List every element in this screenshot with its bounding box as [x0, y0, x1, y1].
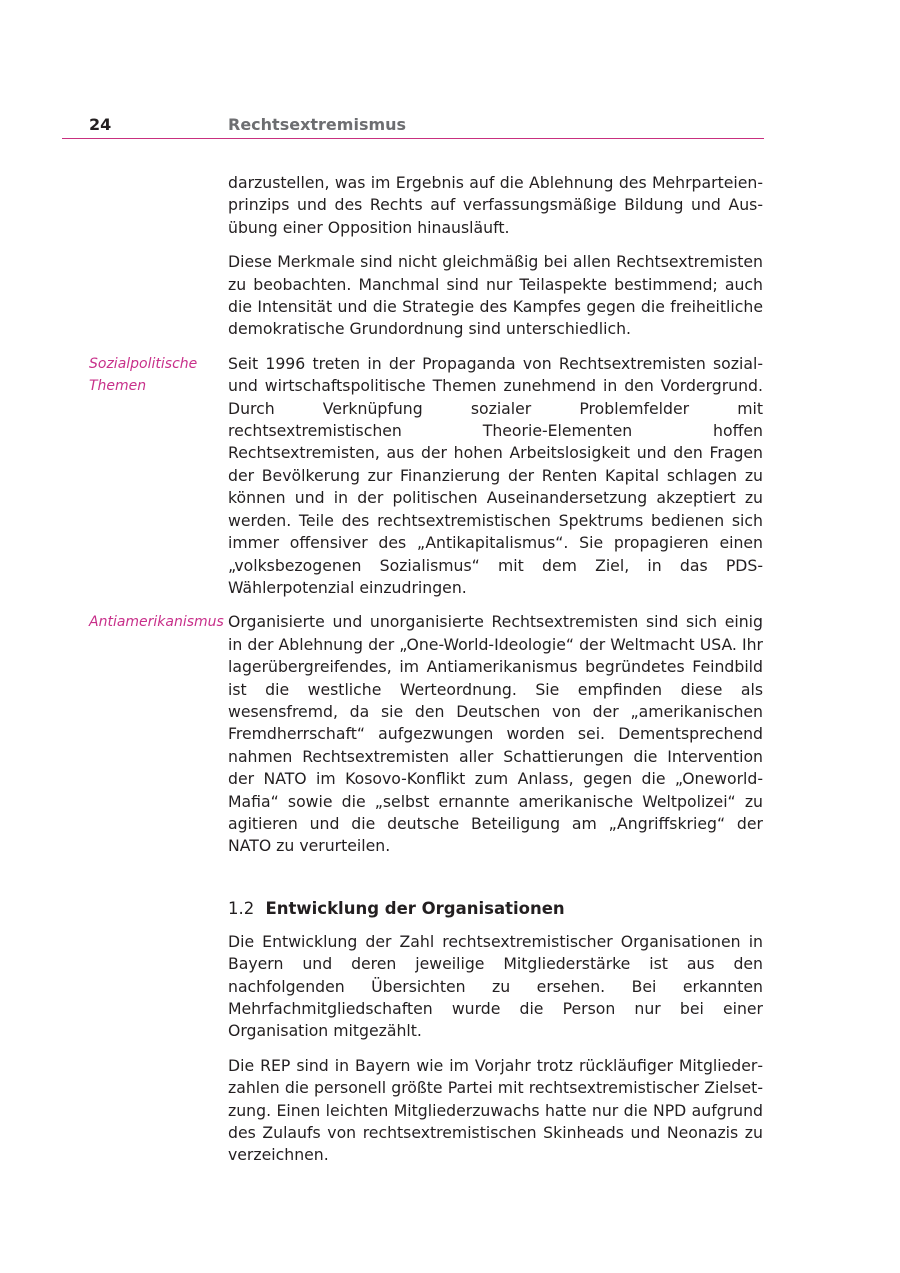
margin-note: Antiamerikanismus [89, 614, 224, 631]
page-header [62, 112, 764, 139]
section-title: Entwicklung der Organisationen [265, 898, 565, 918]
running-title: Rechtsextremismus [228, 115, 407, 134]
body-text [89, 172, 763, 1179]
section-number: 1.2 [228, 898, 255, 918]
paragraph: darzustellen, was im Ergebnis auf die Ablehnung des Mehrparteienprinzips und des Rechts auf verfassungsmäßige Bildung und Ausübung einer Opposition hinausläuft. [228, 173, 763, 237]
section-heading [228, 898, 763, 920]
margin-note: Sozialpolitische Themen [89, 355, 198, 395]
paragraph-with-margin-note [89, 611, 763, 857]
paragraph-text: Seit 1996 treten in der Propaganda von Rechtsextremisten sozial- und wirtschaftspolitische Themen zunehmend in den Vordergrund. Durch Verknüpfung sozialer Problemfelder mit rechtsextremistischen Theorie-Elementen hoffen Rechtsextremisten, aus der hohen Arbeitslosigkeit und den Fragen der Bevölkerung zur Finanzierung der Renten Kapital schlagen zu können und in der politischen Auseinandersetzung akzeptiert zu werden. Teile des rechtsextremistischen Spektrums bedienen sich immer offensiver des „Antikapitalismus“. Sie propagieren einen „volksbezogenen Sozialismus“ mit dem Ziel, in das PDS-Wählerpotenzial einzudringen. [228, 353, 763, 597]
paragraph: Die REP sind in Bayern wie im Vorjahr trotz rückläufiger Mitgliederzahlen die personell größte Partei mit rechtsextremistischer Zielsetzung. Einen leichten Mitgliederzuwachs hatte nur die NPD aufgrund des Zulaufs von rechtsextremistischen Skinheads und Neonazis zu verzeichnen. [228, 1055, 763, 1165]
paragraph-with-margin-note [89, 353, 763, 599]
paragraph: Die Entwicklung der Zahl rechtsextremistischer Organisationen in Bayern und deren jeweilige Mitgliederstärke ist aus den nachfolgenden Übersichten zu ersehen. Bei erkannten Mehrfachmitgliedschaften wurde die Person nur bei einer Organisation mitgezählt. [228, 931, 763, 1041]
paragraph-text: Organisierte und unorganisierte Rechtsextremisten sind sich einig in der Ablehnung der „One-World-Ideologie“ der Weltmacht USA. Ihr lagerübergreifendes, im Antiamerikanismus begründetes Feindbild ist die westliche Werteordnung. Sie empfinden diese als wesensfremd, da sie den Deutschen von der „amerikanischen Fremdherrschaft“ aufgezwungen worden sei. Dementsprechend nahmen Rechtsextremisten aller Schattierungen die Intervention der NATO im Kosovo-Konflikt zum Anlass, gegen die „Oneworld-Mafia“ sowie die „selbst ernannte amerikanische Weltpolizei“ zu agitieren und die deutsche Beteiligung am „Angriffskrieg“ der NATO zu verurteilen. [228, 612, 763, 856]
paragraph: Diese Merkmale sind nicht gleichmäßig bei allen Rechtsextremisten zu beobachten. Manchmal sind nur Teilaspekte bestimmend; auch die Intensität und die Strategie des Kampfes gegen die freiheitliche demokratische Grundordnung sind unterschiedlich. [228, 252, 763, 339]
page-number: 24 [89, 115, 112, 134]
